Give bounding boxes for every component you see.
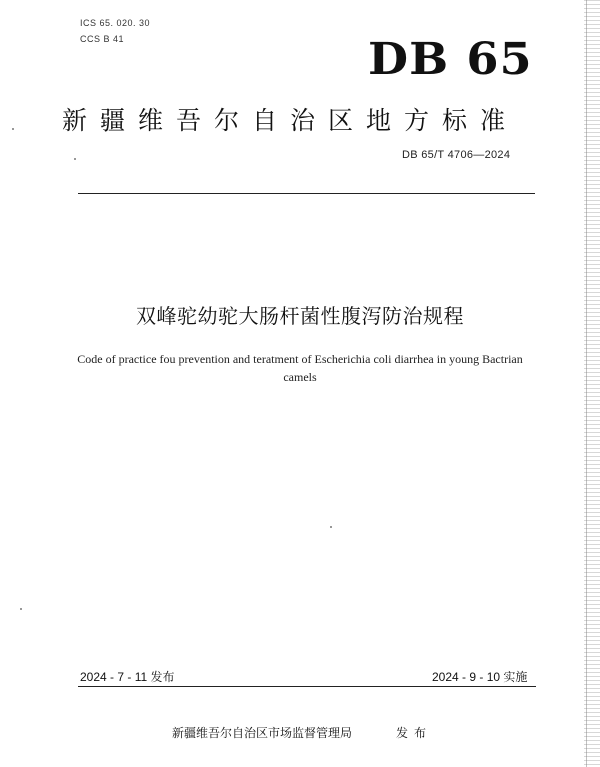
standard-number: DB 65/T 4706—2024 xyxy=(402,149,511,161)
scan-speck xyxy=(20,608,22,610)
issuer-title: 新疆维吾尔自治区地方标准 xyxy=(62,106,519,135)
scan-speck xyxy=(330,526,332,528)
date-divider xyxy=(78,686,536,687)
publish-label: 发布 xyxy=(396,726,433,740)
issue-date: 2024 - 7 - 11 发布 xyxy=(80,670,175,684)
implementation-date: 2024 - 9 - 10 实施 xyxy=(432,670,528,684)
english-title: Code of practice fou prevention and teratment of Escherichia coli diarrhea in young Bactrian camels xyxy=(77,352,523,384)
db-logo: DB 65 xyxy=(368,34,533,85)
publisher: 新疆维吾尔自治区市场监督管理局 xyxy=(172,726,353,740)
chinese-title: 双峰驼幼驼大肠杆菌性腹泻防治规程 xyxy=(136,304,464,328)
scan-edge xyxy=(584,0,600,767)
ics-code: ICS 65. 020. 30 xyxy=(80,18,151,28)
scan-speck xyxy=(74,158,76,160)
ccs-code: CCS B 41 xyxy=(80,34,125,44)
scan-speck xyxy=(12,128,14,130)
header-divider xyxy=(78,193,535,194)
